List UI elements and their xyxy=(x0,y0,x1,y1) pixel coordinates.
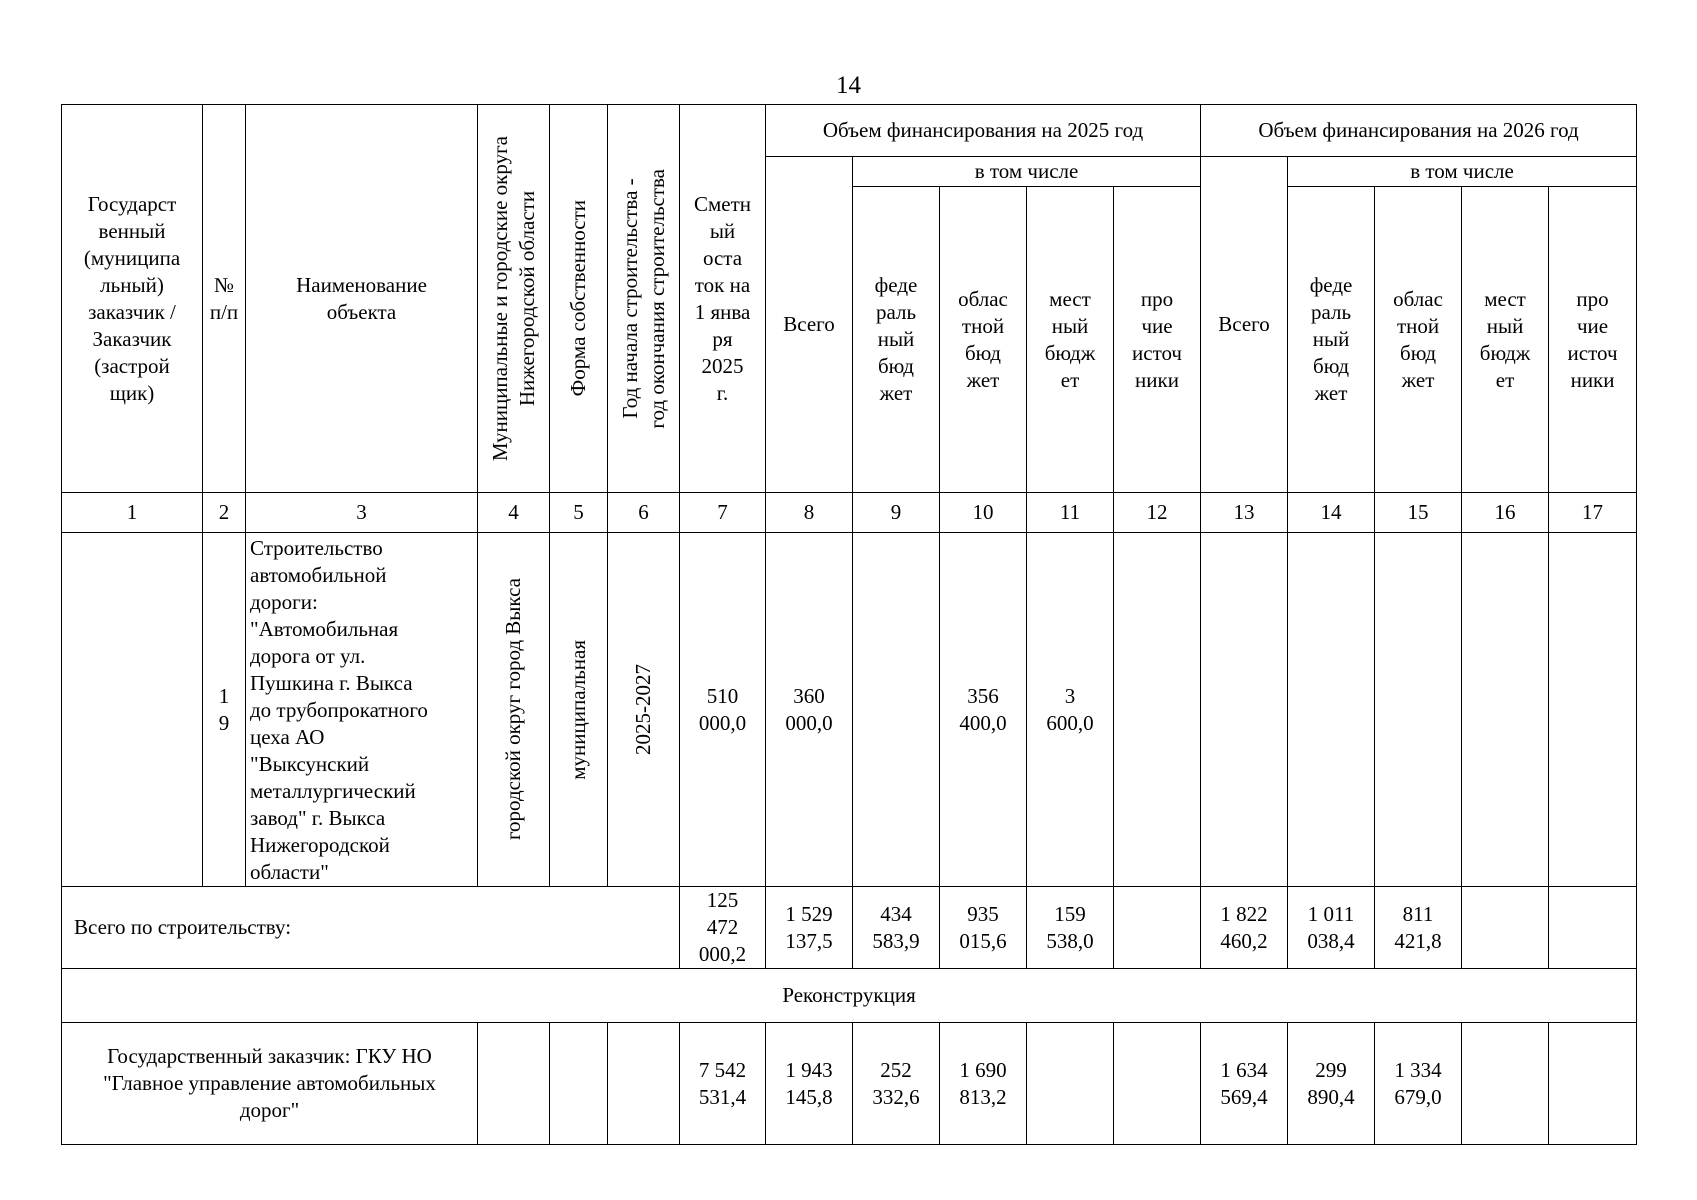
section-reconstruction: Реконструкция xyxy=(62,969,1637,1023)
row19-local-2025: 3 600,0 xyxy=(1027,533,1114,887)
header-num: № п/п xyxy=(203,105,246,493)
row19-federal-2025 xyxy=(853,533,940,887)
col-number: 6 xyxy=(608,493,680,533)
row19-regional-2026 xyxy=(1375,533,1462,887)
header-object-name: Наименование объекта xyxy=(246,105,478,493)
row19-customer xyxy=(62,533,203,887)
row19-object-name: Строительство автомобильной дороги: "Автомобильная дорога от ул. Пушкина г. Выкса до трубопрокатного цеха АО "Выксунский металлургический завод" г. Выкса Нижегородской области" xyxy=(246,533,478,887)
row19-ownership: муниципальная xyxy=(550,533,608,887)
col-number: 7 xyxy=(680,493,766,533)
row19-municipality: городской округ город Выкса xyxy=(478,533,550,887)
financing-table xyxy=(61,104,1637,1145)
total-construction-row xyxy=(62,887,1637,969)
col-number: 12 xyxy=(1114,493,1201,533)
col-number: 3 xyxy=(246,493,478,533)
total-total-2026: 1 822 460,2 xyxy=(1201,887,1288,969)
total-local-2026 xyxy=(1462,887,1549,969)
state-customer-label: Государственный заказчик: ГКУ НО "Главное управление автомобильных дорог" xyxy=(62,1023,478,1145)
col-number: 5 xyxy=(550,493,608,533)
col-number: 11 xyxy=(1027,493,1114,533)
header-other-2026: про чие источ ники xyxy=(1549,187,1637,493)
state-total-2025: 1 943 145,8 xyxy=(766,1023,853,1145)
header-federal-2025: феде раль ный бюд жет xyxy=(853,187,940,493)
total-estimated-balance: 125 472 000,2 xyxy=(680,887,766,969)
row19-federal-2026 xyxy=(1288,533,1375,887)
row19-years: 2025-2027 xyxy=(608,533,680,887)
col-number: 2 xyxy=(203,493,246,533)
state-customer-ownership xyxy=(550,1023,608,1145)
total-other-2026 xyxy=(1549,887,1637,969)
table-row-19 xyxy=(62,533,1637,887)
state-local-2025 xyxy=(1027,1023,1114,1145)
header-total-2025: Всего xyxy=(766,157,853,493)
col-number: 15 xyxy=(1375,493,1462,533)
state-customer-row xyxy=(62,1023,1637,1145)
col-number: 17 xyxy=(1549,493,1637,533)
state-local-2026 xyxy=(1462,1023,1549,1145)
header-including-2026: в том числе xyxy=(1288,157,1637,187)
header-regional-2026: облас тной бюд жет xyxy=(1375,187,1462,493)
state-other-2026 xyxy=(1549,1023,1637,1145)
header-municipality: Муниципальные и городские округа Нижегородской области xyxy=(478,105,550,493)
row19-other-2026 xyxy=(1549,533,1637,887)
state-total-2026: 1 634 569,4 xyxy=(1201,1023,1288,1145)
col-number: 16 xyxy=(1462,493,1549,533)
state-regional-2026: 1 334 679,0 xyxy=(1375,1023,1462,1145)
header-estimated-balance: Сметн ый оста ток на 1 янва ря 2025 г. xyxy=(680,105,766,493)
col-number: 13 xyxy=(1201,493,1288,533)
state-regional-2025: 1 690 813,2 xyxy=(940,1023,1027,1145)
row19-local-2026 xyxy=(1462,533,1549,887)
state-estimated-balance: 7 542 531,4 xyxy=(680,1023,766,1145)
col-number: 10 xyxy=(940,493,1027,533)
row19-other-2025 xyxy=(1114,533,1201,887)
total-other-2025 xyxy=(1114,887,1201,969)
row19-estimated-balance: 510 000,0 xyxy=(680,533,766,887)
header-total-2026: Всего xyxy=(1201,157,1288,493)
total-federal-2025: 434 583,9 xyxy=(853,887,940,969)
page-number: 14 xyxy=(836,72,861,99)
row19-total-2026 xyxy=(1201,533,1288,887)
col-number: 14 xyxy=(1288,493,1375,533)
total-construction-label: Всего по строительству: xyxy=(62,887,680,969)
header-row-1 xyxy=(62,105,1637,157)
header-other-2025: про чие источ ники xyxy=(1114,187,1201,493)
header-local-2026: мест ный бюдж ет xyxy=(1462,187,1549,493)
total-local-2025: 159 538,0 xyxy=(1027,887,1114,969)
header-ownership: Форма собственности xyxy=(550,105,608,493)
header-local-2025: мест ный бюдж ет xyxy=(1027,187,1114,493)
header-regional-2025: облас тной бюд жет xyxy=(940,187,1027,493)
state-federal-2025: 252 332,6 xyxy=(853,1023,940,1145)
state-federal-2026: 299 890,4 xyxy=(1288,1023,1375,1145)
state-other-2025 xyxy=(1114,1023,1201,1145)
total-total-2025: 1 529 137,5 xyxy=(766,887,853,969)
col-number: 8 xyxy=(766,493,853,533)
header-customer: Государст венный (муниципа льный) заказчик / Заказчик (застрой щик) xyxy=(62,105,203,493)
state-customer-municipality xyxy=(478,1023,550,1145)
header-funding-2025: Объем финансирования на 2025 год xyxy=(766,105,1201,157)
col-number: 1 xyxy=(62,493,203,533)
col-number: 4 xyxy=(478,493,550,533)
header-including-2025: в том числе xyxy=(853,157,1201,187)
row19-total-2025: 360 000,0 xyxy=(766,533,853,887)
total-regional-2025: 935 015,6 xyxy=(940,887,1027,969)
row19-num: 1 9 xyxy=(203,533,246,887)
header-federal-2026: феде раль ный бюд жет xyxy=(1288,187,1375,493)
section-row xyxy=(62,969,1637,1023)
state-customer-years xyxy=(608,1023,680,1145)
row19-regional-2025: 356 400,0 xyxy=(940,533,1027,887)
total-regional-2026: 811 421,8 xyxy=(1375,887,1462,969)
header-years: Год начала строительства - год окончания строительства xyxy=(608,105,680,493)
total-federal-2026: 1 011 038,4 xyxy=(1288,887,1375,969)
header-funding-2026: Объем финансирования на 2026 год xyxy=(1201,105,1637,157)
column-numbers-row xyxy=(62,493,1637,533)
col-number: 9 xyxy=(853,493,940,533)
